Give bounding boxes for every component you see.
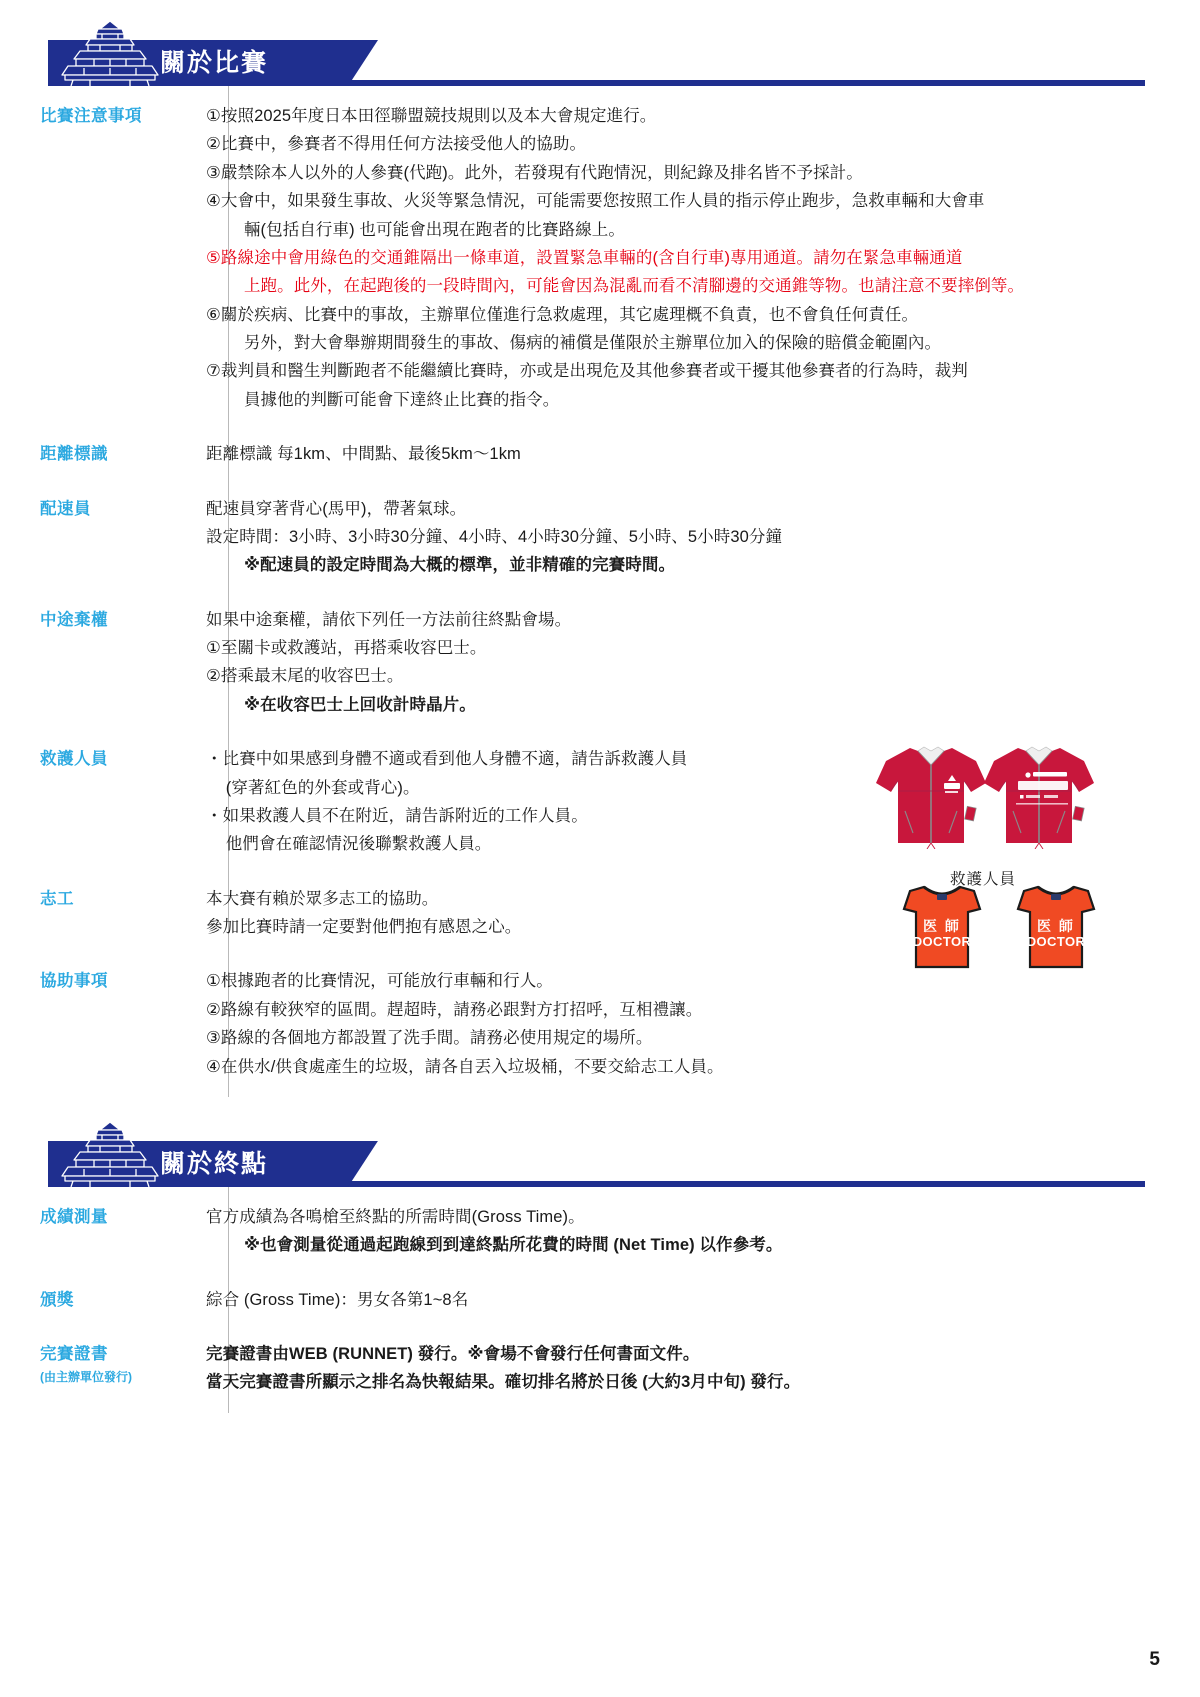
table-row: [40, 1286, 1160, 1314]
text-line: ※也會測量從通過起跑線到到達終點所花費的時間 (Net Time) 以作參考。: [243, 1236, 783, 1255]
text-line: 他們會在確認情況後聯繫救護人員。: [225, 835, 492, 854]
row-body: [188, 440, 1160, 468]
text-line: 參加比賽時請一定要對他們抱有感恩之心。: [206, 918, 522, 936]
row-label: 志工: [40, 889, 74, 908]
row-label: 中途棄權: [40, 610, 108, 629]
row-spacer: [40, 414, 1160, 440]
text-line: ①根據跑者的比賽情況，可能放行車輛和行人。: [206, 972, 553, 991]
section-rows: [40, 86, 1160, 1107]
table-row: [40, 495, 1160, 580]
row-body: [188, 967, 1160, 1081]
row-body: [188, 606, 1160, 720]
section-about-finish: [0, 1141, 1200, 1423]
row-label: 協助事項: [40, 972, 108, 991]
text-line: [206, 159, 1160, 187]
row-spacer: [40, 1081, 1160, 1107]
text-line: ③路線的各個地方都設置了洗手間。請務必使用規定的場所。: [206, 1029, 653, 1048]
svg-text:医 師: 医 師: [1037, 918, 1075, 935]
row-body: [188, 1286, 1160, 1314]
section-banner: [48, 1141, 1145, 1187]
text-line: ①按照2025年度日本田徑聯盟競技規則以及本大會規定進行。: [206, 107, 657, 125]
row-label: 成績測量: [40, 1207, 108, 1226]
svg-text:DOCTOR: DOCTOR: [912, 934, 972, 950]
row-spacer: [40, 1397, 1160, 1423]
text-line: ④大會中，如果發生事故、火災等緊急情況，可能需要您按照工作人員的指示停止跑步，急救車輛和大會車: [206, 192, 985, 211]
table-row: [40, 1203, 1160, 1260]
text-line: ⑥關於疾病、比賽中的事故，主辦單位僅進行急救處理，其它處理概不負責，也不會負任何責任。: [206, 305, 919, 324]
section-banner: [48, 40, 1145, 86]
text-line: (穿著紅色的外套或背心)。: [225, 778, 420, 797]
row-label: 救護人員: [40, 750, 108, 769]
row-label: 頒獎: [40, 1290, 74, 1309]
row-spacer: [40, 719, 1160, 745]
svg-text:DOCTOR: DOCTOR: [1026, 934, 1086, 950]
row-body: [188, 1340, 1160, 1397]
castle-icon: [60, 18, 160, 86]
text-line: 官方成績為各鳴槍至終點的所需時間(Gross Time)。: [206, 1207, 585, 1226]
table-row: [40, 440, 1160, 468]
text-line: 上跑。此外，在起跑後的一段時間內，可能會因為混亂而看不清腳邊的交通錐等物。也請注意不要摔倒等。: [243, 277, 1025, 296]
row-label: 配速員: [40, 499, 91, 518]
text-line: ②比賽中，參賽者不得用任何方法接受他人的協助。: [206, 135, 587, 154]
text-line: ⑤路線途中會用綠色的交通錐隔出一條車道，設置緊急車輛的(含自行車)專用通道。請勿在緊急車輛通道: [206, 248, 963, 267]
gear-caption: 救護人員: [950, 871, 1017, 889]
text-line: 綜合 (Gross Time)：男女各第1~8名: [206, 1290, 469, 1309]
table-row: [40, 102, 1160, 414]
text-line: 完賽證書由WEB (RUNNET) 發行。※會場不會發行任何書面文件。: [206, 1345, 700, 1363]
row-body: [188, 495, 1160, 580]
row-body: [188, 885, 1160, 942]
table-row: [40, 885, 1160, 942]
text-line: 本大賽有賴於眾多志工的協助。: [206, 889, 439, 908]
text-line: ④在供水/供食處產生的垃圾，請各自丟入垃圾桶，不要交給志工人員。: [206, 1057, 724, 1076]
text-line: ②路線有較狹窄的區間。趕超時，請務必跟對方打招呼，互相禮讓。: [206, 1000, 703, 1019]
section-title: 關於終點: [160, 1149, 269, 1178]
row-label-sub: (由主辦單位發行): [40, 1369, 132, 1384]
text-line: 另外，對大會舉辦期間發生的事故、傷病的補償是僅限於主辦單位加入的保險的賠償金範圍內。: [243, 334, 942, 352]
section-rows: [40, 1187, 1160, 1423]
text-line: ⑦裁判員和醫生判斷跑者不能繼續比賽時，亦或是出現危及其他參賽者或干擾其他參賽者的行為時，裁判: [206, 362, 968, 381]
table-row: [40, 967, 1160, 1081]
text-line: 距離標識 每1km、中間點、最後5km〜1km: [206, 445, 521, 464]
table-row: [40, 606, 1160, 720]
table-row: [40, 1340, 1160, 1397]
section-title: 關於比賽: [160, 49, 269, 77]
text-line: ・如果救護人員不在附近，請告訴附近的工作人員。: [206, 806, 588, 825]
row-spacer: [40, 1314, 1160, 1340]
text-line: ・比賽中如果感到身體不適或看到他人身體不適，請告訴救護人員: [206, 750, 688, 769]
text-line: ※在收容巴士上回收計時晶片。: [243, 695, 476, 714]
text-line: ②搭乘最末尾的收容巴士。: [206, 667, 404, 686]
svg-text:医 師: 医 師: [923, 918, 961, 935]
section-about-race: [0, 40, 1200, 1107]
row-body: [188, 102, 1160, 414]
text-line: ①至關卡或救護站，再搭乘收容巴士。: [206, 639, 487, 657]
text-line: 如果中途棄權，請依下列任一方法前往終點會場。: [206, 610, 572, 629]
row-spacer: [40, 469, 1160, 495]
row-label: 比賽注意事項: [40, 107, 142, 125]
text-line: 輛(包括自行車) 也可能會出現在跑者的比賽路線上。: [243, 220, 626, 239]
row-label: 距離標識: [40, 445, 108, 464]
text-line: 當天完賽證書所顯示之排名為快報結果。確切排名將於日後 (大約3月中旬) 發行。: [206, 1373, 801, 1392]
text-line: ※配速員的設定時間為大概的標準，並非精確的完賽時間。: [243, 556, 676, 575]
text-line: 設定時間：3小時、3小時30分鐘、4小時、4小時30分鐘、5小時、5小時30分鐘: [206, 527, 783, 546]
page-number: 5: [1149, 1649, 1160, 1670]
row-label: 完賽證書 (由主辦單位發行): [40, 1340, 188, 1386]
row-spacer: [40, 1260, 1160, 1286]
castle-icon: [60, 1119, 160, 1187]
row-spacer: [40, 580, 1160, 606]
text-line: 配速員穿著背心(馬甲)，帶著氣球。: [206, 499, 467, 518]
row-body: [188, 1203, 1160, 1260]
text-line: 員據他的判斷可能會下達終止比賽的指令。: [243, 390, 560, 409]
underlined-text: ③嚴禁除本人以外的人參賽(代跑)。此外，若發現有代跑情況，則紀錄及排名皆不予採計。: [206, 163, 863, 182]
